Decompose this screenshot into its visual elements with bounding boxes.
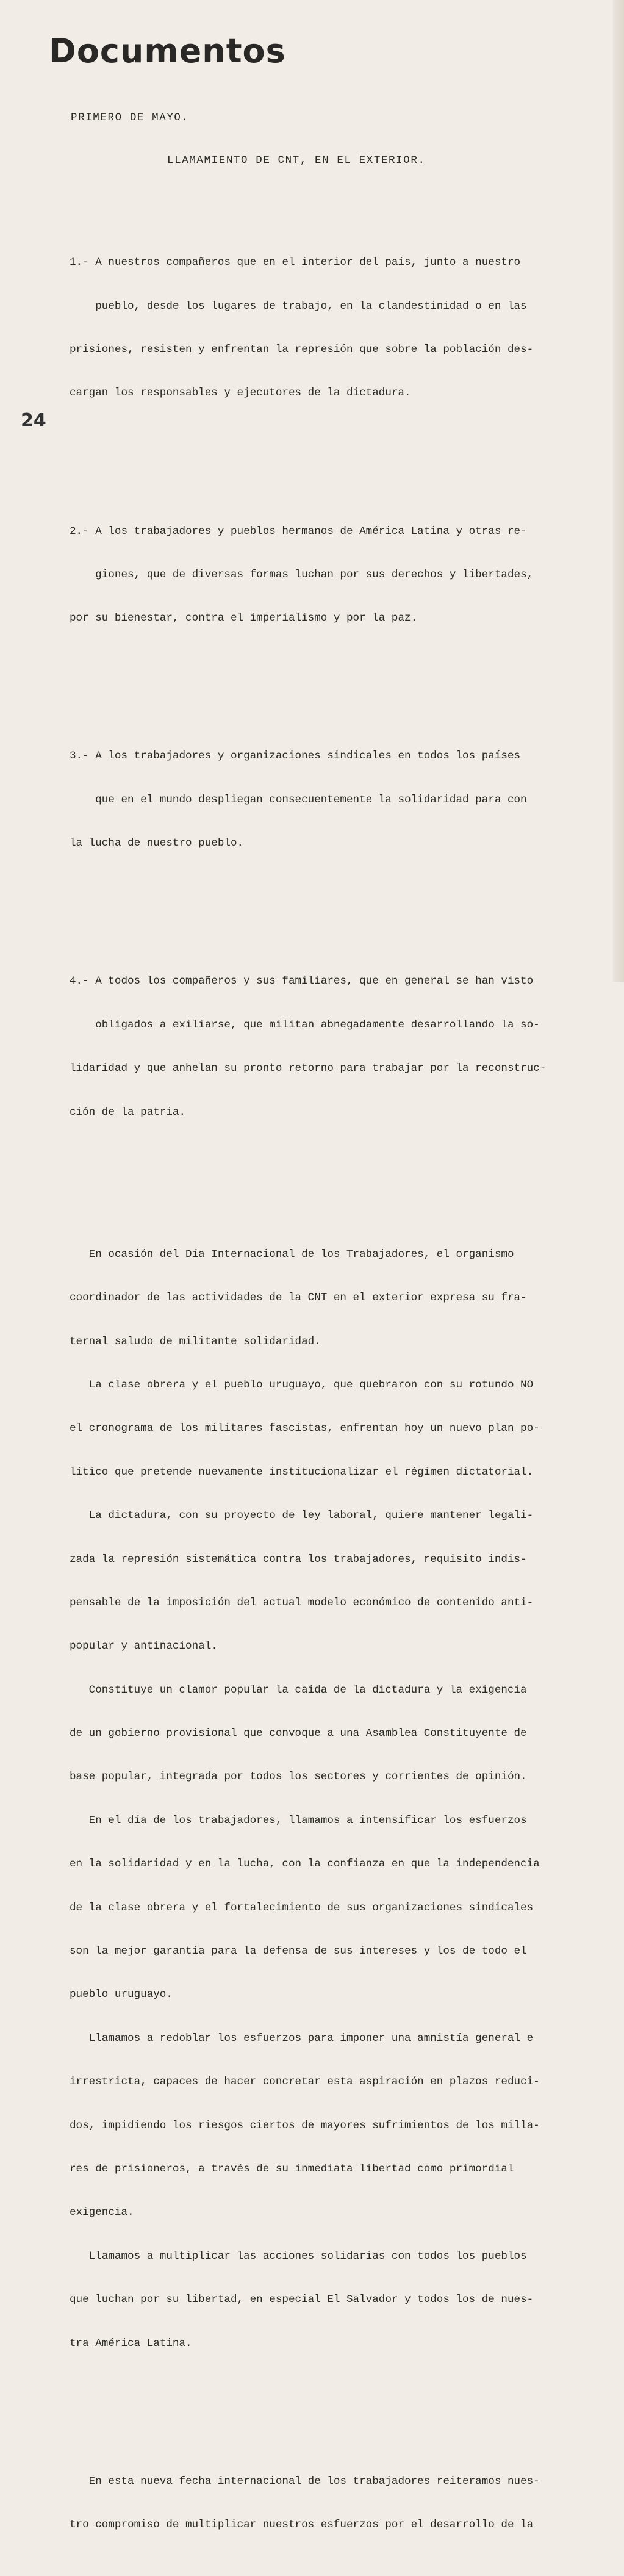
numbered-point (70, 495, 606, 655)
text-line: irrestricta, capaces de hacer concretar esta aspiración en plazos reduci- (70, 2076, 540, 2089)
text-line: popular y antinacional. (70, 1640, 218, 1653)
text-line: base popular, integrada por todos los sectores y corrientes de opinión. (70, 1771, 527, 1783)
text-line: coordinador de las actividades de la CNT en el exterior expresa su fra- (70, 1292, 527, 1304)
text-line: En ocasión del Día Internacional de los Trabajadores, el organismo (70, 1248, 514, 1261)
document-body (70, 198, 606, 2576)
text-line: Constituye un clamor popular la caída de la dictadura y la exigencia (70, 1683, 527, 1696)
text-line: tro compromiso de multiplicar nuestros esfuerzos por el desarrollo de la (70, 2519, 534, 2531)
numbered-point (70, 227, 606, 430)
numbered-point (70, 946, 606, 1149)
paragraph-block (70, 2445, 606, 2561)
text-line: 4.- A todos los compañeros y sus familiares, que en general se han visto (70, 975, 534, 988)
text-line: lítico que pretende nuevamente institucionalizar el régimen dictatorial. (70, 1466, 534, 1478)
text-line: cargan los responsables y ejecutores de la dictadura. (70, 387, 411, 400)
text-line: prisiones, resisten y enfrentan la represión que sobre la población des- (70, 343, 534, 356)
numbered-point (70, 721, 606, 880)
text-line: zada la represión sistemática contra los trabajadores, requisito indis- (70, 1553, 527, 1566)
text-line: La clase obrera y el pueblo uruguayo, que quebraron con su rotundo NO (70, 1378, 534, 1391)
text-line: giones, que de diversas formas luchan por sus derechos y libertades, (70, 568, 534, 581)
text-line: de un gobierno provisional que convoque a una Asamblea Constituyente de (70, 1727, 527, 1740)
text-line: son la mejor garantía para la defensa de sus intereses y los de todo el (70, 1945, 527, 1958)
page-number: 24 (21, 410, 46, 431)
text-line: En el día de los trabajadores, llamamos a intensificar los esfuerzos (70, 1814, 527, 1827)
text-line: En esta nueva fecha internacional de los trabajadores reiteramos nues- (70, 2475, 540, 2488)
text-line: que luchan por su libertad, en especial El Salvador y todos los de nues- (70, 2294, 534, 2306)
section-kicker: PRIMERO DE MAYO. (71, 112, 189, 124)
text-line: lidaridad y que anhelan su pronto retorno para trabajar por la reconstruc- (70, 1062, 547, 1075)
appeal-heading: LLAMAMIENTO DE CNT, EN EL EXTERIOR. (167, 154, 426, 167)
text-line: res de prisioneros, a través de su inmediata libertad como primordial (70, 2162, 514, 2175)
text-line: Llamamos a multiplicar las acciones solidarias con todos los pueblos (70, 2250, 527, 2262)
text-line: obligados a exiliarse, que militan abnegadamente desarrollando la so- (70, 1018, 540, 1031)
text-line: que en el mundo despliegan consecuentemente la solidaridad para con (70, 793, 527, 806)
text-line: Llamamos a redoblar los esfuerzos para imponer una amnistía general e (70, 2032, 534, 2045)
text-line: de la clase obrera y el fortalecimiento de sus organizaciones sindicales (70, 1901, 534, 1914)
text-line: la lucha de nuestro pueblo. (70, 837, 244, 850)
text-line: 2.- A los trabajadores y pueblos hermanos de América Latina y otras re- (70, 525, 527, 538)
page-edge (613, 0, 624, 982)
page-title: Documentos (49, 32, 286, 70)
text-line: por su bienestar, contra el imperialismo y por la paz. (70, 612, 418, 625)
text-line: el cronograma de los militares fascistas, enfrentan hoy un nuevo plan po- (70, 1422, 540, 1435)
text-line: pueblo uruguayo. (70, 1988, 173, 2001)
text-line: ternal saludo de militante solidaridad. (70, 1335, 321, 1348)
text-line: pueblo, desde los lugares de trabajo, en la clandestinidad o en las (70, 300, 527, 312)
text-line: ción de la patria. (70, 1106, 186, 1118)
text-line: pensable de la imposición del actual modelo económico de contenido anti- (70, 1596, 534, 1609)
text-line: en la solidaridad y en la lucha, con la confianza en que la independencia (70, 1858, 540, 1871)
paragraph-block (70, 1218, 606, 2380)
text-line: tra América Latina. (70, 2337, 192, 2350)
text-line: exigencia. (70, 2206, 134, 2219)
text-line: La dictadura, con su proyecto de ley laboral, quiere mantener legali- (70, 1509, 534, 1522)
text-line: 1.- A nuestros compañeros que en el interior del país, junto a nuestro (70, 256, 521, 269)
text-line: dos, impidiendo los riesgos ciertos de mayores sufrimientos de los milla- (70, 2119, 540, 2132)
text-line: 3.- A los trabajadores y organizaciones sindicales en todos los países (70, 750, 521, 763)
